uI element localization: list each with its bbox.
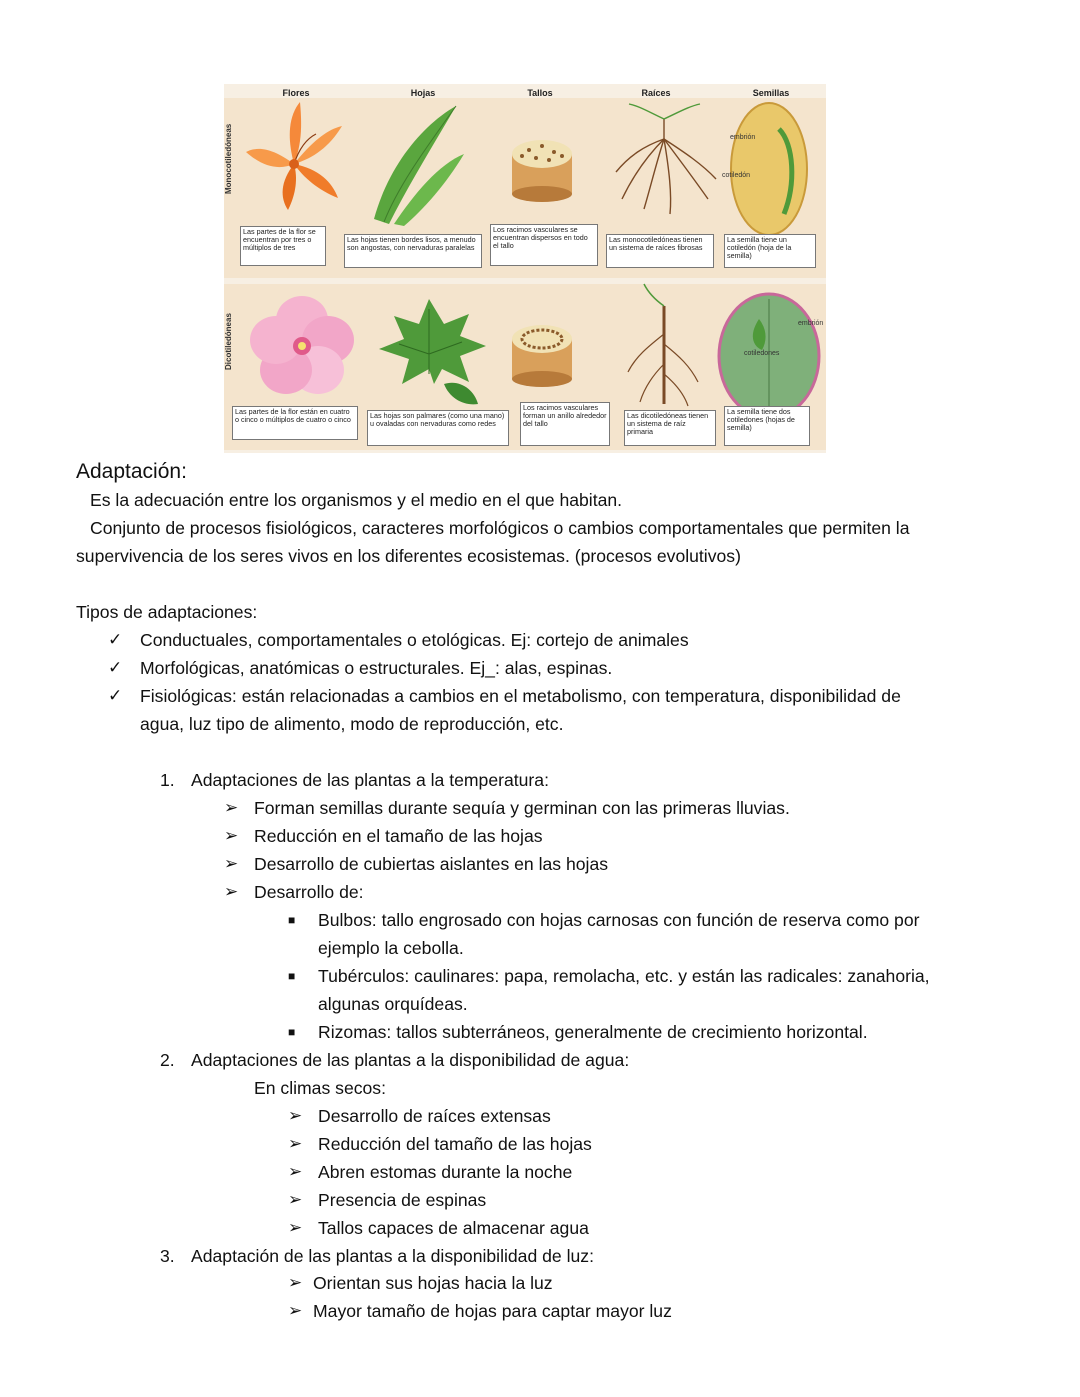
arrow-bullet-icon: ➢	[288, 1106, 303, 1125]
monocot-stem-icon	[512, 140, 572, 202]
s2-number: 2.	[160, 1050, 175, 1070]
arrow-bullet-icon: ➢	[224, 882, 239, 901]
sub-bulbos-1: Bulbos: tallo engrosado con hojas carnosas con función de reserva como por	[318, 910, 920, 930]
dicot-leaf-icon	[379, 299, 486, 404]
square-bullet-icon: ■	[288, 969, 296, 983]
caption-dico-raices: Las dicotiledóneas tienen un sistema de raíz primaria	[624, 410, 716, 446]
s2-intro: En climas secos:	[254, 1078, 386, 1098]
monocot-seed-icon	[731, 103, 807, 235]
def-line-1: Es la adecuación entre los organismos y el medio en el que habitan.	[90, 490, 623, 510]
def-line-3: supervivencia de los seres vivos en los diferentes ecosistemas. (procesos evolutivos)	[76, 546, 741, 566]
s2-item-2: Reducción del tamaño de las hojas	[318, 1134, 592, 1154]
tipo-item-1: Conductuales, comportamentales o etológicas. Ej: cortejo de animales	[140, 630, 689, 650]
tipos-title: Tipos de adaptaciones:	[76, 602, 258, 622]
s1-item-2: Reducción en el tamaño de las hojas	[254, 826, 543, 846]
s2-title: Adaptaciones de las plantas a la disponibilidad de agua:	[191, 1050, 630, 1070]
check-icon: ✓	[108, 658, 123, 677]
caption-dico-flores: Las partes de la flor están en cuatro o cinco o múltiplos de cuatro o cinco	[232, 406, 358, 440]
square-bullet-icon: ■	[288, 1025, 296, 1039]
col-tallos: Tallos	[527, 88, 553, 98]
tipo-item-3-cont: agua, luz tipo de alimento, modo de reproducción, etc.	[140, 714, 564, 734]
s3-item-2: Mayor tamaño de hojas para captar mayor luz	[313, 1301, 672, 1321]
caption-mono-semillas: La semilla tiene un cotiledón (hoja de la semilla)	[724, 234, 816, 268]
col-semillas: Semillas	[752, 88, 790, 98]
dicot-flower-icon	[250, 296, 354, 394]
lily-flower-icon	[246, 102, 342, 210]
label-embrion-dico: embrión	[798, 320, 824, 327]
caption-mono-tallos: Los racimos vasculares se encuentran dispersos en todo el tallo	[490, 224, 598, 266]
arrow-bullet-icon: ➢	[224, 826, 239, 845]
caption-dico-semillas: La semilla tiene dos cotiledones (hojas de semilla)	[724, 406, 810, 446]
caption-dico-hojas: Las hojas son palmares (como una mano) u ovaladas con nervaduras como redes	[367, 410, 509, 446]
taproot-icon	[628, 284, 698, 406]
s2-item-4: Presencia de espinas	[318, 1190, 487, 1210]
label-cotiledon: cotiledón	[722, 172, 751, 179]
check-icon: ✓	[108, 686, 123, 705]
s1-item-1: Forman semillas durante sequía y germinan con las primeras lluvias.	[254, 798, 790, 818]
arrow-bullet-icon: ➢	[224, 854, 239, 873]
s2-item-1: Desarrollo de raíces extensas	[318, 1106, 551, 1126]
sub-bulbos-2: ejemplo la cebolla.	[318, 938, 464, 958]
s1-number: 1.	[160, 770, 175, 790]
def-line-2: Conjunto de procesos fisiológicos, caracteres morfológicos o cambios comportamentales que permiten la	[90, 518, 910, 538]
caption-mono-hojas: Las hojas tienen bordes lisos, a menudo son angostas, con nervaduras paralelas	[344, 234, 482, 268]
arrow-bullet-icon: ➢	[288, 1190, 303, 1209]
label-embrion-mono: embrión	[730, 134, 756, 141]
arrow-bullet-icon: ➢	[288, 1273, 303, 1292]
col-flores: Flores	[282, 88, 310, 98]
arrow-bullet-icon: ➢	[288, 1162, 303, 1181]
col-raices: Raíces	[641, 88, 671, 98]
sub-rizomas: Rizomas: tallos subterráneos, generalmente de crecimiento horizontal.	[318, 1022, 868, 1042]
arrow-bullet-icon: ➢	[288, 1218, 303, 1237]
check-icon: ✓	[108, 630, 123, 649]
monocot-dicot-figure	[224, 84, 826, 453]
tipo-item-3: Fisiológicas: están relacionadas a cambios en el metabolismo, con temperatura, disponibilidad de	[140, 686, 901, 706]
arrow-bullet-icon: ➢	[224, 798, 239, 817]
arrow-bullet-icon: ➢	[288, 1301, 303, 1320]
s2-item-5: Tallos capaces de almacenar agua	[318, 1218, 589, 1238]
s1-item-4: Desarrollo de:	[254, 882, 364, 902]
row-monocot: Monocotiledóneas	[224, 123, 233, 195]
caption-mono-flores: Las partes de la flor se encuentran por tres o múltiplos de tres	[240, 226, 326, 266]
dicot-stem-icon	[512, 325, 572, 387]
caption-mono-raices: Las monocotiledóneas tienen un sistema de raíces fibrosas	[606, 234, 714, 268]
s1-item-3: Desarrollo de cubiertas aislantes en las hojas	[254, 854, 609, 874]
label-cotiledones: cotiledones	[744, 350, 780, 357]
s3-item-1: Orientan sus hojas hacia la luz	[313, 1273, 553, 1293]
sub-tuberculos-1: Tubérculos: caulinares: papa, remolacha, etc. y están las radicales: zanahoria,	[318, 966, 930, 986]
s3-number: 3.	[160, 1246, 175, 1266]
s3-title: Adaptación de las plantas a la disponibilidad de luz:	[191, 1246, 594, 1266]
sub-tuberculos-2: algunas orquídeas.	[318, 994, 468, 1014]
row-dicot: Dicotiledóneas	[224, 313, 233, 371]
heading-adaptacion: Adaptación:	[76, 460, 187, 483]
caption-dico-tallos: Los racimos vasculares forman un anillo alrededor del tallo	[520, 402, 610, 446]
s1-title: Adaptaciones de las plantas a la temperatura:	[191, 770, 549, 790]
col-hojas: Hojas	[410, 88, 436, 98]
s2-item-3: Abren estomas durante la noche	[318, 1162, 573, 1182]
tipo-item-2: Morfológicas, anatómicas o estructurales. Ej_: alas, espinas.	[140, 658, 613, 678]
arrow-bullet-icon: ➢	[288, 1134, 303, 1153]
fibrous-roots-icon	[616, 104, 716, 214]
monocot-leaf-icon	[374, 106, 464, 226]
square-bullet-icon: ■	[288, 913, 296, 927]
